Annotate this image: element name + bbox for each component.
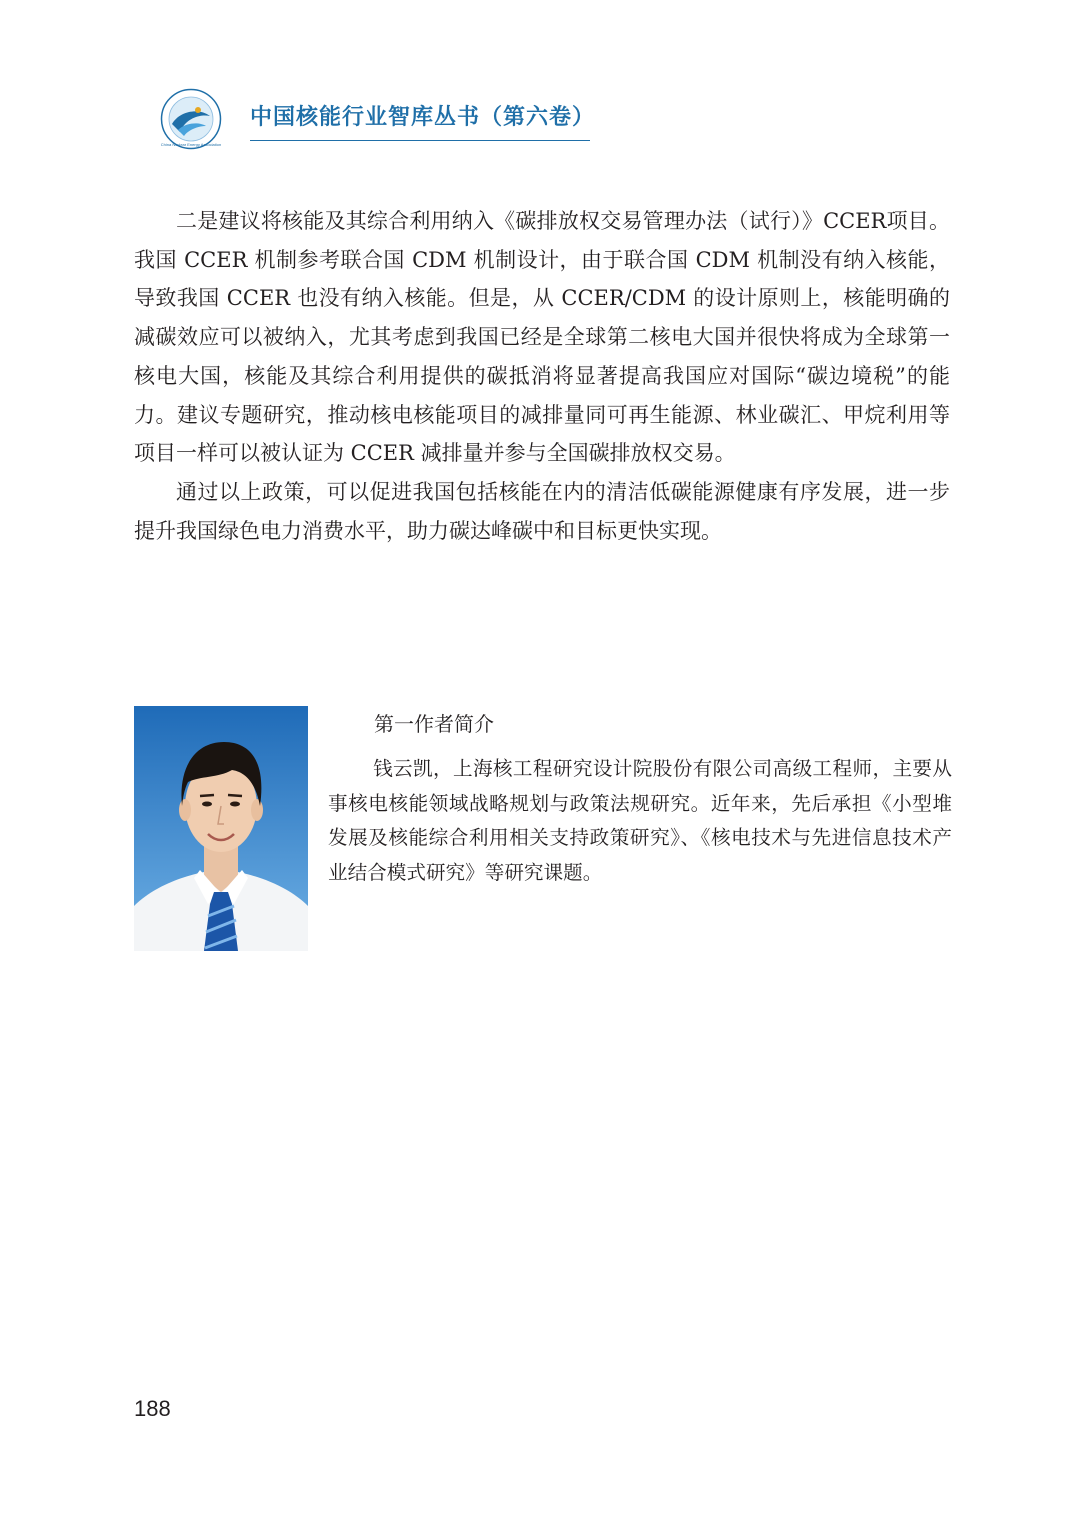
header-rule bbox=[250, 140, 590, 141]
author-bio bbox=[328, 752, 952, 891]
page-number: 188 bbox=[134, 1396, 171, 1421]
author-photo bbox=[134, 706, 308, 951]
author-bio-text: 钱云凯，上海核工程研究设计院股份有限公司高级工程师，主要从事核电核能领域战略规划与政策法规研究。近年来，先后承担《小型堆发展及核能综合利用相关支持政策研究》、《核电技术与先进信息技术产业结合模式研究》等研究课题。 bbox=[328, 757, 952, 885]
author-section-title: 第一作者简介 bbox=[374, 712, 494, 736]
paragraph: 二是建议将核能及其综合利用纳入《碳排放权交易管理办法（试行）》CCER项目。我国 CCER 机制参考联合国 CDM 机制设计，由于联合国 CDM 机制没有纳入核能，导致我国 CCER 也没有纳入核能。但是，从 CCER/CDM 的设计原则上，核能明确的减碳效应可以被纳入，尤其考虑到我国已经是全球第二核电大国并很快将成为全球第一核电大国，核能及其综合利用提供的碳抵消将显著提高我国应对国际“碳边境税”的能力。建议专题研究，推动核电核能项目的减排量同可再生能源、林业碳汇、甲烷利用等项目一样可以被认证为 CCER 减排量并参与全国碳排放权交易。 bbox=[134, 209, 950, 466]
body-text bbox=[134, 202, 950, 550]
association-logo bbox=[160, 88, 222, 150]
paragraph: 通过以上政策，可以促进我国包括核能在内的清洁低碳能源健康有序发展，进一步提升我国绿色电力消费水平，助力碳达峰碳中和目标更快实现。 bbox=[134, 479, 950, 543]
series-title: 中国核能行业智库丛书（第六卷） bbox=[250, 105, 596, 130]
logo-text: China Nuclear Energy Association bbox=[160, 142, 222, 147]
